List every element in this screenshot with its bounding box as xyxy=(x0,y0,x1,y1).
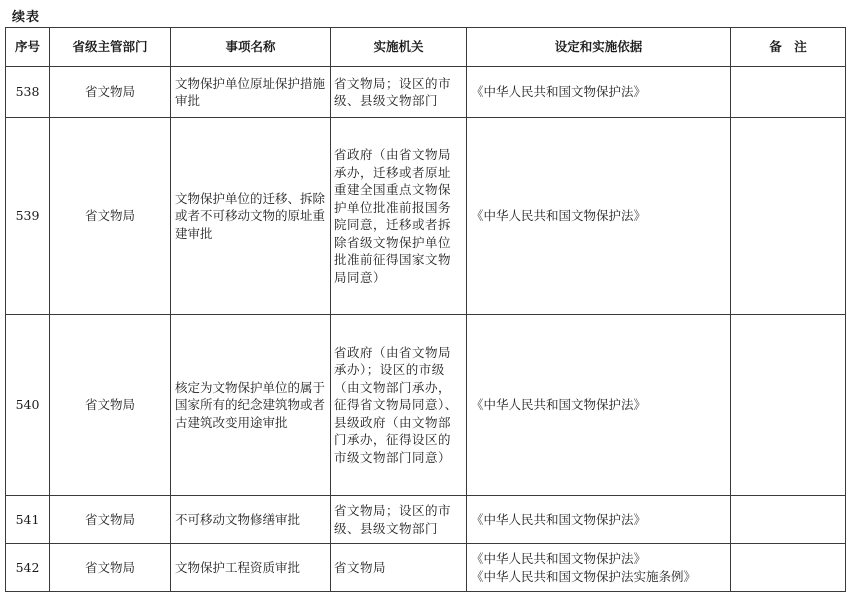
admin-permit-table xyxy=(5,27,846,592)
cell-note xyxy=(731,118,846,315)
header-seq: 序号 xyxy=(6,28,50,67)
cell-seq: 540 xyxy=(6,315,50,496)
cell-basis xyxy=(467,67,731,118)
table-caption: 续表 xyxy=(12,10,41,25)
cell-dept: 省文物局 xyxy=(50,67,171,118)
table-row xyxy=(6,544,846,592)
table-row xyxy=(6,496,846,544)
header-row xyxy=(6,28,846,67)
table-row xyxy=(6,118,846,315)
basis-line: 《中华人民共和国文物保护法》 xyxy=(471,397,647,413)
header-dept: 省级主管部门 xyxy=(50,28,171,67)
cell-agency: 省政府（由省文物局承办）；设区的市级（由文物部门承办，征得省文物局同意）、县级政府（由文物部门承办，征得设区的市级文物部门同意） xyxy=(331,315,467,496)
cell-dept: 省文物局 xyxy=(50,118,171,315)
cell-basis xyxy=(467,496,731,544)
cell-item: 不可移动文物修缮审批 xyxy=(171,496,331,544)
cell-basis xyxy=(467,118,731,315)
table-row xyxy=(6,315,846,496)
cell-note xyxy=(731,544,846,592)
cell-basis xyxy=(467,544,731,592)
cell-agency: 省文物局 xyxy=(331,544,467,592)
header-basis: 设定和实施依据 xyxy=(467,28,731,67)
basis-line: 《中华人民共和国文物保护法》 xyxy=(471,511,647,527)
header-item: 事项名称 xyxy=(171,28,331,67)
cell-seq: 542 xyxy=(6,544,50,592)
cell-note xyxy=(731,496,846,544)
header-note: 备 注 xyxy=(731,28,846,67)
cell-seq: 541 xyxy=(6,496,50,544)
cell-agency: 省文物局；设区的市级、县级文物部门 xyxy=(331,67,467,118)
basis-line: 《中华人民共和国文物保护法》 xyxy=(471,84,647,100)
cell-dept: 省文物局 xyxy=(50,315,171,496)
cell-basis xyxy=(467,315,731,496)
cell-item: 文物保护单位的迁移、拆除或者不可移动文物的原址重建审批 xyxy=(171,118,331,315)
basis-line: 《中华人民共和国文物保护法》 xyxy=(471,208,647,224)
cell-item: 文物保护单位原址保护措施审批 xyxy=(171,67,331,118)
cell-agency: 省文物局；设区的市级、县级文物部门 xyxy=(331,496,467,544)
cell-dept: 省文物局 xyxy=(50,496,171,544)
header-agency: 实施机关 xyxy=(331,28,467,67)
basis-line: 《中华人民共和国文物保护法实施条例》 xyxy=(471,568,697,584)
cell-agency: 省政府（由省文物局承办，迁移或者原址重建全国重点文物保护单位批准前报国务院同意，迁移或者拆除省级文物保护单位批准前征得国家文物局同意） xyxy=(331,118,467,315)
cell-item: 核定为文物保护单位的属于国家所有的纪念建筑物或者古建筑改变用途审批 xyxy=(171,315,331,496)
cell-item: 文物保护工程资质审批 xyxy=(171,544,331,592)
cell-note xyxy=(731,67,846,118)
basis-line: 《中华人民共和国文物保护法》 xyxy=(471,551,647,566)
cell-seq: 539 xyxy=(6,118,50,315)
cell-note xyxy=(731,315,846,496)
cell-dept: 省文物局 xyxy=(50,544,171,592)
cell-seq: 538 xyxy=(6,67,50,118)
table-row xyxy=(6,67,846,118)
